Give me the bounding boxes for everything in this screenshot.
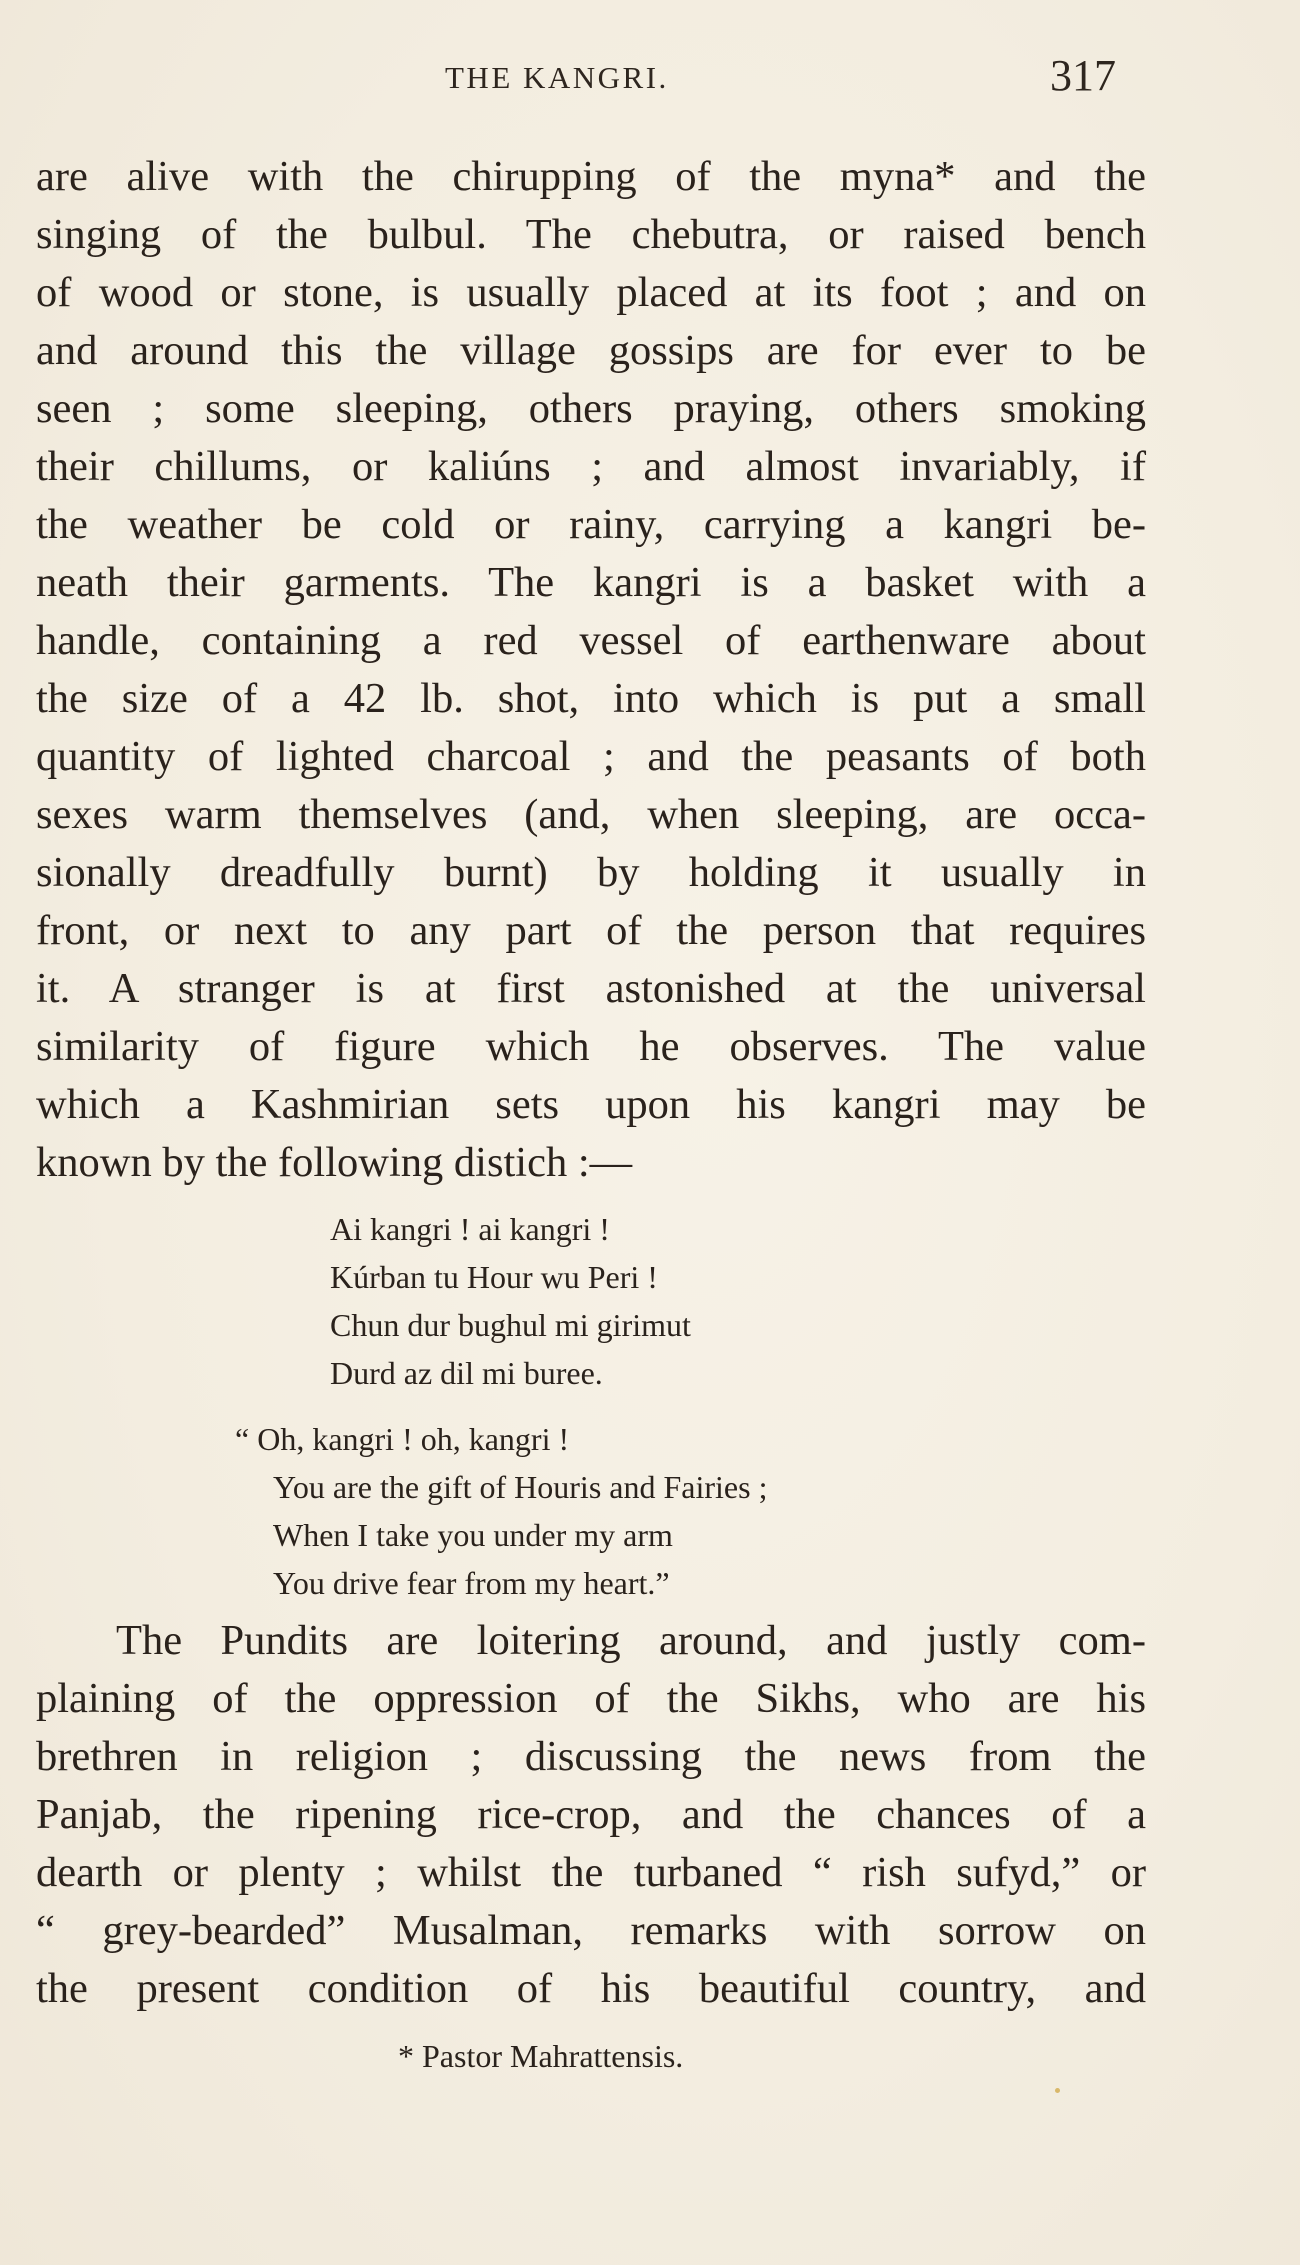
paragraph-2	[36, 1612, 1146, 2018]
text-line: are alive with the chirupping of the myna* and the	[36, 153, 1146, 200]
text-line: and around this the village gossips are for ever to be	[36, 327, 1146, 374]
text-line: handle, containing a red vessel of earthenware about	[36, 617, 1146, 664]
text-line: Panjab, the ripening rice-crop, and the chances of a	[36, 1791, 1146, 1838]
text-line: plaining of the oppression of the Sikhs, who are his	[36, 1675, 1146, 1722]
text-line: similarity of figure which he observes. The value	[36, 1023, 1146, 1070]
paragraph-1	[36, 148, 1146, 1192]
text-line: “ grey-bearded” Musalman, remarks with sorrow on	[36, 1907, 1146, 1954]
paper-speck	[1055, 2088, 1060, 2093]
text-line: quantity of lighted charcoal ; and the peasants of both	[36, 733, 1146, 780]
page-header	[0, 48, 1300, 108]
verse-line: Chun dur bughul mi girimut	[330, 1307, 691, 1343]
text-line: sionally dreadfully burnt) by holding it usually in	[36, 849, 1146, 896]
verse-line: Durd az dil mi buree.	[330, 1355, 603, 1391]
text-line: known by the following distich :—	[36, 1139, 633, 1186]
text-line: The Pundits are loitering around, and justly com-	[116, 1617, 1146, 1664]
text-line: the present condition of his beautiful country, and	[36, 1965, 1146, 2012]
text-line: it. A stranger is at first astonished at the universal	[36, 965, 1146, 1012]
text-line: sexes warm themselves (and, when sleeping, are occa-	[36, 791, 1146, 838]
text-line: which a Kashmirian sets upon his kangri may be	[36, 1081, 1146, 1128]
running-head: THE KANGRI.	[445, 60, 669, 95]
verse-line: You are the gift of Houris and Fairies ;	[273, 1469, 768, 1505]
text-line: singing of the bulbul. The chebutra, or raised bench	[36, 211, 1146, 258]
text-line: neath their garments. The kangri is a basket with a	[36, 559, 1146, 606]
verse-line: Ai kangri ! ai kangri !	[330, 1211, 610, 1247]
verse-line: Kúrban tu Hour wu Peri !	[330, 1259, 658, 1295]
text-line: front, or next to any part of the person that requires	[36, 907, 1146, 954]
text-line: of wood or stone, is usually placed at its foot ; and on	[36, 269, 1146, 316]
verse-native	[330, 1205, 1230, 1397]
verse-line: “ Oh, kangri ! oh, kangri !	[235, 1421, 570, 1457]
text-line: dearth or plenty ; whilst the turbaned “ rish sufyd,” or	[36, 1849, 1146, 1896]
text-line: seen ; some sleeping, others praying, others smoking	[36, 385, 1146, 432]
verse-translation	[235, 1415, 1135, 1607]
page-number: 317	[1050, 51, 1116, 100]
text-line: brethren in religion ; discussing the news from the	[36, 1733, 1146, 1780]
text-line: the size of a 42 lb. shot, into which is put a small	[36, 675, 1146, 722]
text-line: their chillums, or kaliúns ; and almost invariably, if	[36, 443, 1146, 490]
verse-line: You drive fear from my heart.”	[273, 1565, 670, 1601]
footnote: * Pastor Mahrattensis.	[398, 2038, 684, 2074]
text-line: the weather be cold or rainy, carrying a kangri be-	[36, 501, 1146, 548]
verse-line: When I take you under my arm	[273, 1517, 673, 1553]
